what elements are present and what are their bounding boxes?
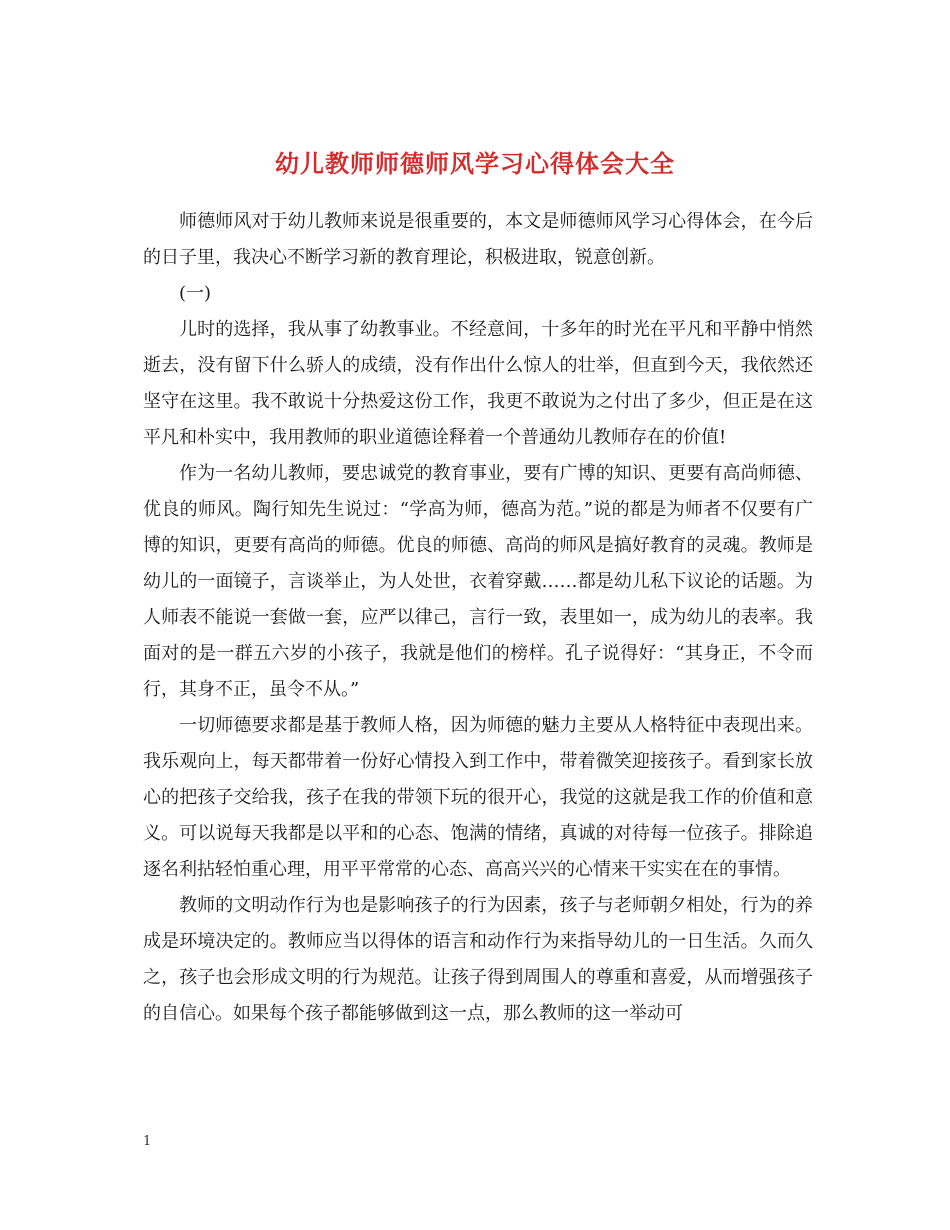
document-body <box>143 204 813 1032</box>
document-title: 幼儿教师师德师风学习心得体会大全 <box>275 149 675 179</box>
paragraph-4: 教师的文明动作行为也是影响孩子的行为因素，孩子与老师朝夕相处，行为的养成是环境决定的。教师应当以得体的语言和动作行为来指导幼儿的一日生活。久而久之，孩子也会形成文明的行为规范。让孩子得到周围人的尊重和喜爱，从而增强孩子的自信心。如果每个孩子都能够做到这一点，那么教师的这一举动可 <box>143 895 813 1024</box>
paragraph-3: 一切师德要求都是基于教师人格，因为师德的魅力主要从人格特征中表现出来。我乐观向上，每天都带着一份好心情投入到工作中，带着微笑迎接孩子。看到家长放心的把孩子交给我，孩子在我的带领下玩的很开心，我觉的这就是我工作的价值和意义。可以说每天我都是以平和的心态、饱满的情绪，真诚的对待每一位孩子。排除追逐名利拈轻怕重心理，用平平常常的心态、高高兴兴的心情来干实实在在的事情。 <box>143 715 813 880</box>
paragraph-1: 儿时的选择，我从事了幼教事业。不经意间，十多年的时光在平凡和平静中悄然逝去，没有留下什么骄人的成绩，没有作出什么惊人的壮举，但直到今天，我依然还坚守在这里。我不敢说十分热爱这份工作，我更不敢说为之付出了多少，但正是在这平凡和朴实中，我用教师的职业道德诠释着一个普通幼儿教师存在的价值! <box>143 319 813 448</box>
section-marker: (一) <box>179 283 212 304</box>
page-number: 1 <box>143 1134 152 1149</box>
paragraph-2: 作为一名幼儿教师，要忠诚党的教育事业，要有广博的知识、更要有高尚师德、优良的师风。陶行知先生说过：“学高为师，德高为范。”说的都是为师者不仅要有广博的知识，更要有高尚的师德。优良的师德、高尚的师风是搞好教育的灵魂。教师是幼儿的一面镜子，言谈举止，为人处世，衣着穿戴……都是幼儿私下议论的话题。为人师表不能说一套做一套，应严以律己，言行一致，表里如一，成为幼儿的表率。我面对的是一群五六岁的小孩子，我就是他们的榜样。孔子说得好：“其身正，不令而行，其身不正，虽令不从。” <box>143 463 813 700</box>
paragraph-intro: 师德师风对于幼儿教师来说是很重要的，本文是师德师风学习心得体会，在今后的日子里，我决心不断学习新的教育理论，积极进取，锐意创新。 <box>143 211 813 268</box>
